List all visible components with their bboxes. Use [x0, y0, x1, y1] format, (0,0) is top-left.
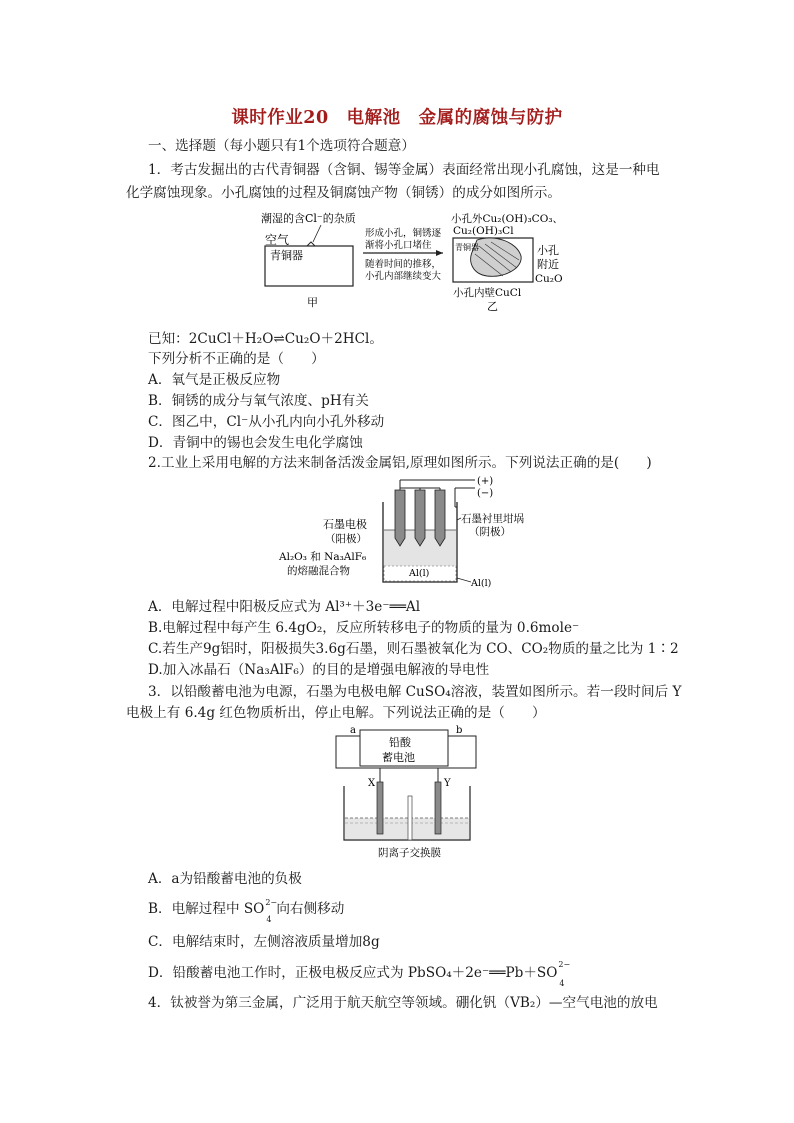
q1-label-near3: Cu₂O — [535, 273, 563, 285]
q3-option-a: A．a为铅酸蓄电池的负极 — [148, 871, 302, 887]
q2-label-melt2: 的熔融混合物 — [287, 565, 350, 577]
q3-sulfate-charge-b — [264, 897, 278, 924]
q2-label-anode1: 石墨电极 — [323, 518, 367, 531]
q2-option-d: D.加入冰晶石（Na₃AlF₆）的目的是增强电解液的导电性 — [148, 662, 490, 678]
q3-stem-line1: 3．以铅酸蓄电池为电源，石墨为电极电解 CuSO₄溶液，装置如图所示。若一段时间后 Y — [148, 684, 682, 700]
q3-option-d — [148, 959, 571, 988]
q1-label-bronze: 青铜器 — [270, 249, 303, 262]
q3-electrode-x — [377, 782, 383, 834]
q2-label-cathode1: 石墨衬里坩埚 — [461, 513, 524, 525]
q3-label-a: a — [350, 725, 356, 736]
q2-label-melt1: Al₂O₃ 和 Na₃AlF₆ — [279, 551, 367, 563]
q3-charge-b: 2− — [265, 897, 278, 907]
q1-arrow-text-top2: 渐将小孔口堵住 — [365, 240, 432, 251]
q3-sub-b: 4 — [266, 914, 272, 924]
q3-sub-d: 4 — [559, 978, 565, 988]
q2-label-al-in: Al(l) — [409, 568, 430, 579]
q3-label-battery1: 铅酸 — [389, 736, 411, 749]
q1-option-b: B．铜锈的成分与氧气浓度、pH有关 — [148, 393, 369, 409]
q3-stem-line2: 电极上有 6.4g 红色物质析出，停止电解。下列说法正确的是（ ） — [126, 705, 546, 721]
q2-option-a: A．电解过程中阳极反应式为 Al³⁺＋3e⁻══Al — [148, 599, 421, 615]
q1-option-a: A．氧气是正极反应物 — [148, 372, 281, 388]
q2-label-al-out: Al(l) — [471, 578, 492, 589]
q1-known: 已知：2CuCl＋H₂O⇌Cu₂O＋2HCl。 — [148, 331, 383, 347]
q1-arrow-text-top1: 形成小孔，铜锈逐 — [365, 228, 442, 239]
q3-label-battery2: 蓄电池 — [382, 751, 415, 764]
q2-electrode-1 — [395, 490, 405, 546]
q3-option-d-pre: D．铅酸蓄电池工作时，正极电极反应式为 PbSO₄＋2e⁻══Pb＋SO — [148, 965, 558, 981]
q1-arrow-text-bot2: 小孔内部继续变大 — [365, 271, 442, 282]
q1-caption-yi: 乙 — [487, 300, 498, 313]
q3-label-x: X — [368, 778, 376, 789]
q1-label-bronze-small: 青铜器 — [455, 243, 479, 252]
q3-membrane — [408, 796, 412, 840]
q1-stem-line2: 化学腐蚀现象。小孔腐蚀的过程及铜腐蚀产物（铜锈）的成分如图所示。 — [126, 185, 561, 201]
q3-option-b-post: 向右侧移动 — [276, 901, 345, 917]
q2-stem: 2.工业上采用电解的方法来制备活泼金属铝,原理如图所示。下列说法正确的是( ) — [148, 455, 652, 471]
q1-caption-jia: 甲 — [307, 296, 318, 309]
q3-figure — [330, 724, 480, 860]
q2-label-cathode2: （阴极） — [469, 526, 511, 538]
q3-electrode-y — [435, 782, 441, 834]
q2-figure — [275, 474, 524, 592]
q3-label-y: Y — [444, 778, 451, 789]
q1-label-outside1: 小孔外Cu₂(OH)₃CO₃、 — [451, 213, 564, 225]
q3-sulfate-charge-d — [557, 959, 571, 988]
q1-question: 下列分析不正确的是（ ） — [148, 351, 325, 367]
q1-label-outside2: Cu₂(OH)₃Cl — [453, 225, 514, 237]
q3-charge-d: 2− — [558, 959, 571, 969]
q1-label-impurity: 潮湿的含Cl⁻的杂质 — [261, 212, 356, 225]
q3-label-membrane: 阴离子交换膜 — [378, 847, 441, 859]
q1-figure — [255, 206, 585, 318]
q1-label-near1: 小孔 — [537, 244, 559, 257]
q1-label-air: 空气 — [265, 233, 290, 247]
q3-option-b-pre: B．电解过程中 SO — [148, 901, 265, 917]
q2-electrode-3 — [435, 490, 445, 546]
q1-pit-mark — [307, 242, 315, 246]
q2-label-anode2: （阳极） — [325, 533, 367, 545]
q1-label-near2: 附近 — [537, 258, 559, 271]
q3-option-c: C．电解结束时，左侧溶液质量增加8g — [148, 934, 380, 950]
q2-option-c: C.若生产9g铝时，阳极损失3.6g石墨，则石墨被氧化为 CO、CO₂物质的量之比为 1∶2 — [148, 641, 679, 657]
q1-option-c: C．图乙中，Cl⁻从小孔内向小孔外移动 — [148, 414, 385, 430]
q1-pointer-line — [313, 225, 321, 242]
q1-stem-line1: 1．考古发掘出的古代青铜器（含铜、锡等金属）表面经常出现小孔腐蚀，这是一种电 — [148, 162, 660, 178]
section-heading: 一、选择题（每小题只有1个选项符合题意） — [148, 138, 415, 154]
q3-solution — [345, 818, 469, 839]
q1-arrow-text-bot1: 随着时间的推移， — [365, 259, 442, 270]
q3-option-b — [148, 897, 345, 924]
page-title: 课时作业20 电解池 金属的腐蚀与防护 — [231, 108, 563, 128]
q2-minus-terminal: (−) — [477, 488, 494, 499]
q2-plus-terminal: (+) — [477, 476, 494, 487]
q4-stem: 4．钛被誉为第三金属，广泛用于航天航空等领域。硼化钒（VB₂）—空气电池的放电 — [148, 995, 658, 1011]
q3-label-b: b — [456, 725, 463, 736]
q1-option-d: D．青铜中的锡也会发生电化学腐蚀 — [148, 435, 363, 451]
q2-electrode-2 — [415, 490, 425, 546]
q1-label-inner: 小孔内壁CuCl — [453, 287, 522, 299]
q2-option-b: B.电解过程中每产生 6.4gO₂，反应所转移电子的物质的量为 0.6mole⁻ — [148, 620, 580, 636]
